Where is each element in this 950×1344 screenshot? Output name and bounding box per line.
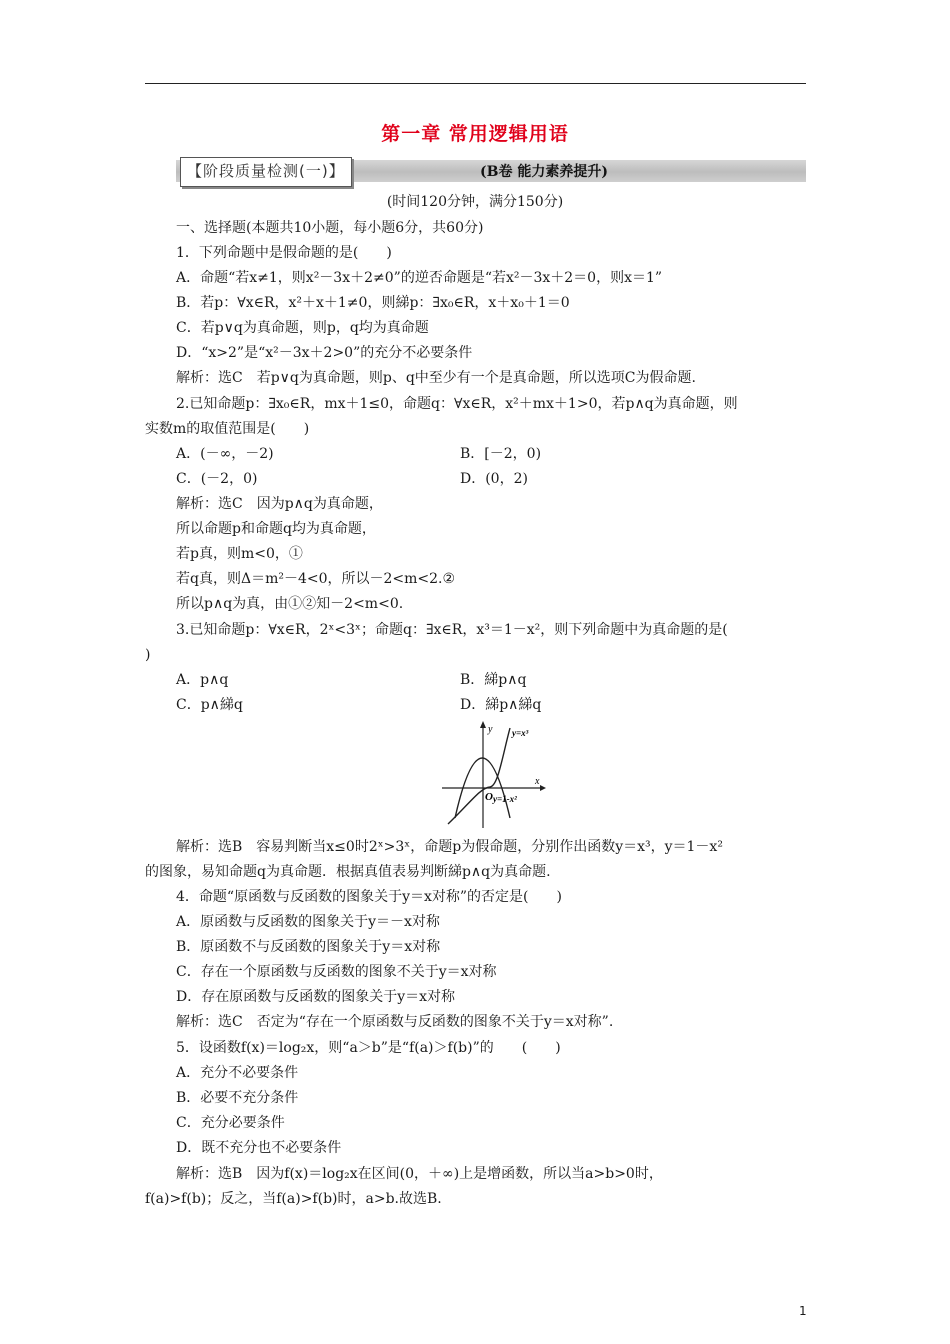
solution-line: 若q真，则Δ＝m²－4<0，所以－2<m<2.②: [176, 571, 456, 587]
y-axis-arrow: [480, 721, 486, 728]
option-line: B．若p：∀x∈R，x²＋x＋1≠0，则綈p：∃x₀∈R，x＋x₀＋1＝0: [176, 295, 570, 311]
page-number: 1: [799, 1304, 807, 1318]
cubic-label: y=x³: [512, 728, 529, 738]
top-rule: [145, 83, 806, 84]
option-line: B．[－2，0): [460, 446, 542, 462]
banner-tag: 【阶段质量检测(一)】: [180, 157, 352, 187]
solution-line: 解析：选C 否定为“存在一个原函数与反函数的图象不关于y＝x对称”.: [176, 1014, 614, 1030]
question-stem: ): [145, 647, 151, 663]
option-line: A．充分不必要条件: [176, 1065, 299, 1081]
question-stem: 实数m的取值范围是( ): [145, 421, 310, 437]
solution-line: 所以p∧q为真，由①②知－2<m<0.: [176, 596, 404, 612]
option-line: D．“x>2”是“x²－3x＋2>0”的充分不必要条件: [176, 345, 473, 361]
solution-line: 的图象，易知命题q为真命题．根据真值表易判断綈p∧q为真命题.: [145, 864, 551, 880]
option-line: B．綈p∧q: [460, 672, 527, 688]
option-line: D．(0，2): [460, 471, 528, 487]
option-line: A．p∧q: [176, 672, 229, 688]
solution-line: 解析：选C 因为p∧q为真命题，: [176, 496, 383, 512]
option-line: B．原函数不与反函数的图象关于y＝x对称: [176, 939, 441, 955]
parabola-label: y=1-x²: [493, 794, 517, 804]
function-graph: [440, 718, 550, 830]
solution-line: f(a)>f(b)；反之，当f(a)>f(b)时，a>b.故选B.: [145, 1191, 442, 1207]
chapter-title: 第一章 常用逻辑用语: [381, 123, 569, 145]
option-line: C．p∧綈q: [176, 697, 243, 713]
option-line: C．若p∨q为真命题，则p，q均为真命题: [176, 320, 429, 336]
time-note: (时间120分钟，满分150分): [386, 194, 564, 210]
option-line: D．存在原函数与反函数的图象关于y＝x对称: [176, 989, 456, 1005]
question-stem: 5．设函数f(x)＝log₂x，则“a＞b”是“f(a)＞f(b)”的 ( ): [176, 1040, 561, 1056]
option-line: C．存在一个原函数与反函数的图象不关于y＝x对称: [176, 964, 497, 980]
solution-line: 若p真，则m<0，①: [176, 546, 303, 562]
option-line: C．(－2，0): [176, 471, 258, 487]
solution-line: 所以命题p和命题q均为真命题，: [176, 521, 376, 537]
banner-subtitle: (B卷 能力素养提升): [480, 164, 608, 180]
option-line: B．必要不充分条件: [176, 1090, 299, 1106]
option-line: C．充分必要条件: [176, 1115, 285, 1131]
option-line: A．命题“若x≠1，则x²－3x＋2≠0”的逆否命题是“若x²－3x＋2＝0，则x＝1”: [176, 270, 663, 286]
y-axis-label: y: [488, 724, 493, 735]
option-line: A．(－∞，－2): [176, 446, 274, 462]
question-stem: 2.已知命题p：∃x₀∈R，mx＋1≤0，命题q：∀x∈R，x²＋mx＋1>0，若p∧q为真命题，则: [176, 396, 738, 412]
option-line: D．既不充分也不必要条件: [176, 1140, 342, 1156]
solution-line: 解析：选C 若p∨q为真命题，则p、q中至少有一个是真命题，所以选项C为假命题.: [176, 370, 696, 386]
question-stem: 3.已知命题p：∀x∈R，2ˣ<3ˣ；命题q：∃x∈R，x³＝1－x²，则下列命题中为真命题的是(: [176, 622, 728, 638]
x-axis-arrow: [540, 785, 546, 791]
solution-line: 解析：选B 容易判断当x≤0时2ˣ>3ˣ，命题p为假命题，分别作出函数y＝x³，y＝1－x²: [176, 839, 723, 855]
origin-label: O: [485, 791, 493, 803]
x-axis-label: x: [535, 776, 540, 787]
option-line: A．原函数与反函数的图象关于y＝－x对称: [176, 914, 440, 930]
solution-line: 解析：选B 因为f(x)＝log₂x在区间(0，＋∞)上是增函数，所以当a>b>0时，: [176, 1166, 663, 1182]
option-line: D．綈p∧綈q: [460, 697, 542, 713]
section-heading: 一、选择题(本题共10小题，每小题6分，共60分): [176, 220, 484, 236]
question-stem: 4．命题“原函数与反函数的图象关于y＝x对称”的否定是( ): [176, 889, 562, 905]
question-stem: 1．下列命题中是假命题的是( ): [176, 245, 392, 261]
